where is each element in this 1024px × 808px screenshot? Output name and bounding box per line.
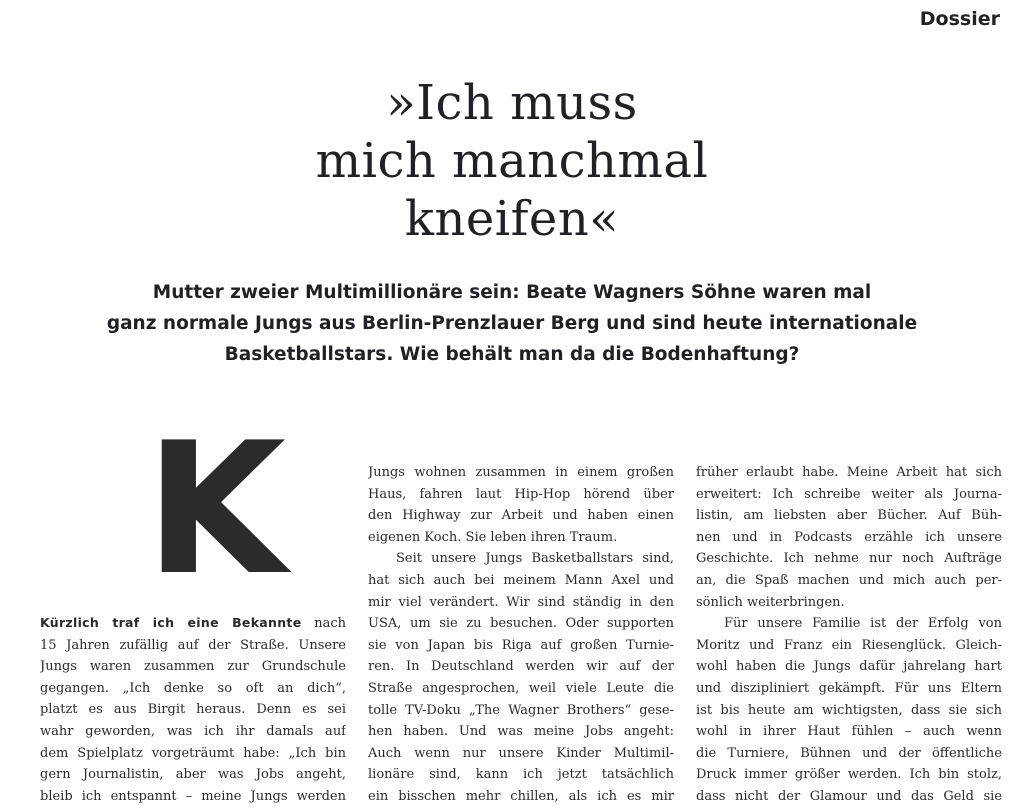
text-line: ist bis heute am wichtigsten, dass sie sich — [696, 702, 1002, 718]
text-line: gegangen. „Ich denke so oft an dich“, — [40, 680, 346, 696]
article-column-3 — [696, 462, 1002, 808]
paragraph — [368, 462, 674, 548]
text-line: Geschichte. Ich nehme nur noch Aufträge — [696, 551, 1002, 567]
text-line: sönlich weiterbringen. — [696, 594, 845, 610]
headline-line: »Ich muss — [386, 75, 638, 131]
text-line: die Turniere, Bühnen und der öffentliche — [696, 745, 1002, 761]
text-line: wahr geworden, was ich ihr damals auf — [40, 723, 346, 739]
text-line: Jungs waren zusammen zur Grundschule — [40, 659, 346, 675]
text-line: Moritz und Franz ein Riesenglück. Gleich- — [696, 637, 1002, 653]
text-line: den Highway zur Arbeit und haben einen — [368, 508, 674, 524]
text-line: früher erlaubt habe. Meine Arbeit hat sich — [696, 465, 1002, 480]
text-line: platzt es aus Birgit heraus. Denn es sei — [40, 702, 346, 718]
text-line: und diszipliniert gekämpft. Für uns Eltern — [696, 680, 1002, 696]
subheadline-line: Mutter zweier Multimillionäre sein: Beate Wagners Söhne waren mal — [152, 282, 872, 303]
text-line: Straße angesprochen, weil viele Leute die — [368, 680, 674, 696]
subheadline-line: ganz normale Jungs aus Berlin-Prenzlauer Berg und sind heute internationale — [106, 313, 918, 334]
text-line: Auch wenn nur unsere Kinder Multimil- — [368, 745, 674, 761]
article-column-1 — [40, 612, 346, 807]
text-line: ren. In Deutschland werden wir auf der — [368, 659, 674, 675]
text-line: gern Journalistin, aber was Jobs angeht, — [40, 767, 346, 783]
paragraph — [696, 462, 1002, 613]
text-line: erweitert: Ich schreibe weiter als Journa- — [696, 486, 1002, 502]
article-column-2 — [368, 462, 674, 808]
text-line: an, die Spaß machen und mich auch per- — [696, 572, 1002, 588]
text-line: lionäre sind, kann ich jetzt tatsächlich — [368, 767, 674, 783]
headline — [0, 74, 1024, 248]
headline-line: mich manchmal — [315, 133, 709, 189]
paragraph — [40, 612, 346, 807]
text-line: wohl in ihrer Haut fühlen – auch wenn — [696, 724, 1002, 740]
text-line: listin, am liebsten aber Bücher. Auf Büh- — [696, 508, 1002, 524]
text-line: dem Spielplatz vorgeträumt habe: „Ich bin — [40, 745, 346, 761]
text-line: wohl haben die Jungs dafür jahrelang hart — [696, 659, 1002, 675]
drop-cap: K — [145, 403, 287, 615]
lead-in: Kürzlich traf ich eine Bekannte — [40, 615, 302, 630]
text-line: Seit unsere Jungs Basketballstars sind, — [396, 551, 674, 567]
paragraph — [368, 548, 674, 807]
text-line: ein bisschen mehr chillen, als ich es mir — [368, 788, 674, 804]
text-line: Für unsere Familie ist der Erfolg von — [724, 616, 1002, 632]
headline-line: kneifen« — [404, 191, 620, 247]
text-line: Haus, fahren laut Hip-Hop hörend über — [368, 486, 674, 502]
text-line: mir viel verändert. Wir sind ständig in den — [368, 594, 674, 610]
text-line: bleib ich entspannt – meine Jungs werden — [40, 788, 346, 804]
text-line: dass nicht der Glamour und das Geld sie — [696, 788, 1002, 804]
text-line: Jungs wohnen zusammen in einem großen — [368, 465, 674, 480]
text-line: USA, um sie zu besuchen. Oder supporten — [368, 616, 674, 632]
section-label: Dossier — [919, 8, 1000, 30]
paragraph — [696, 613, 1002, 807]
subheadline — [40, 277, 984, 370]
text-line: nen und in Podcasts erzähle ich unsere — [696, 529, 1002, 545]
text-line: hat sich auch bei meinem Mann Axel und — [368, 572, 674, 588]
text-line: 15 Jahren zufällig auf der Straße. Unsere — [40, 637, 346, 653]
text-line: sie von Japan bis Riga auf großen Turnie- — [368, 637, 674, 653]
text-line: eigenen Koch. Sie leben ihren Traum. — [368, 529, 618, 545]
subheadline-line: Basketballstars. Wie behält man da die Bodenhaftung? — [224, 344, 800, 365]
text-line: tolle TV-Doku „The Wagner Brothers“ gese- — [368, 702, 674, 718]
text-line: hen haben. Und was meine Jobs angeht: — [368, 724, 674, 740]
text-line: Kürzlich traf ich eine Bekannte nach — [40, 615, 346, 631]
text-line: Druck immer größer werden. Ich bin stolz, — [696, 767, 1002, 783]
